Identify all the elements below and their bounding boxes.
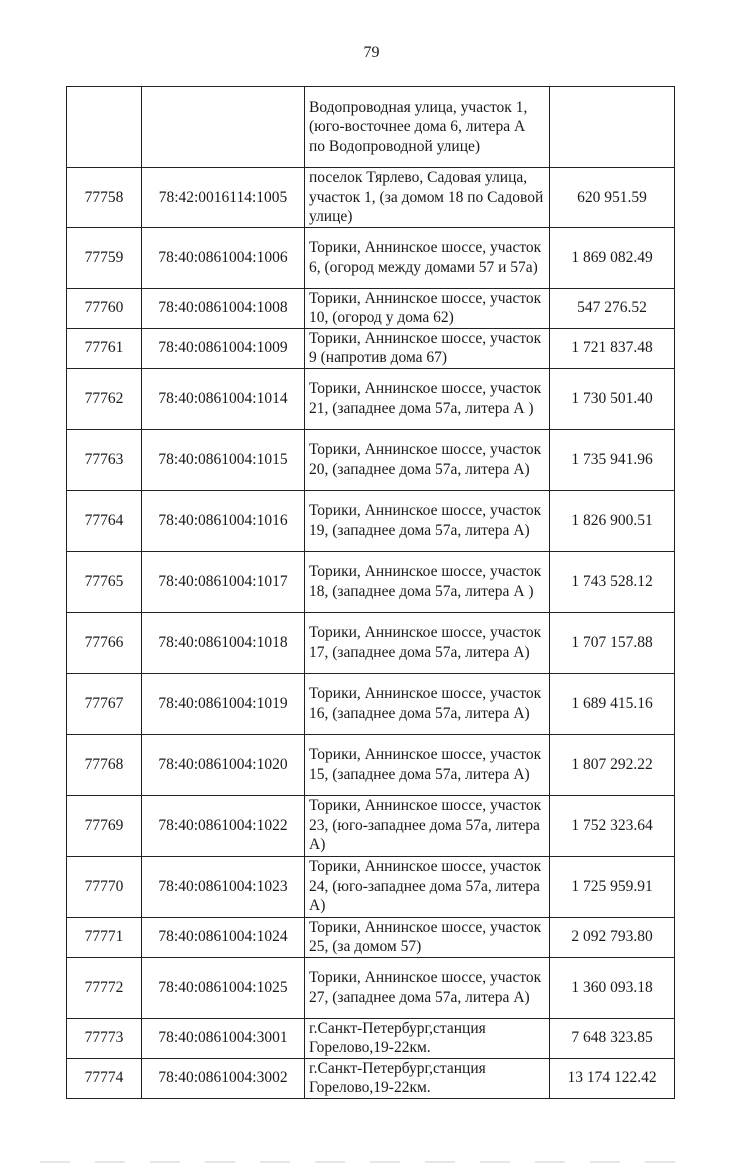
table-row — [67, 168, 675, 228]
table-row — [67, 87, 675, 168]
address: Торики, Аннинское шоссе, участок 10, (огород у дома 62) — [305, 288, 550, 328]
table-row — [67, 917, 675, 957]
cadastral-value: 13 174 122.42 — [550, 1058, 675, 1098]
address: Торики, Аннинское шоссе, участок 9 (напротив дома 67) — [305, 328, 550, 368]
row-number: 77768 — [67, 734, 142, 795]
cadastral-number: 78:40:0861004:1024 — [142, 917, 305, 957]
cadastral-value: 1 707 157.88 — [550, 612, 675, 673]
row-number: 77762 — [67, 368, 142, 429]
cadastral-value — [550, 87, 675, 168]
cadastral-value: 1 360 093.18 — [550, 957, 675, 1018]
cadastral-number: 78:40:0861004:1016 — [142, 490, 305, 551]
row-number: 77772 — [67, 957, 142, 1018]
cadastral-number: 78:40:0861004:1020 — [142, 734, 305, 795]
address: Торики, Аннинское шоссе, участок 18, (западнее дома 57а, литера А ) — [305, 551, 550, 612]
cadastral-value: 1 807 292.22 — [550, 734, 675, 795]
address: г.Санкт-Петербург,станция Горелово,19-22км. — [305, 1018, 550, 1058]
address: поселок Тярлево, Садовая улица, участок 1, (за домом 18 по Садовой улице) — [305, 168, 550, 228]
cadastral-value: 1 743 528.12 — [550, 551, 675, 612]
cadastral-value: 547 276.52 — [550, 288, 675, 328]
cadastral-value: 620 951.59 — [550, 168, 675, 228]
page-number: 79 — [363, 44, 380, 61]
table-row — [67, 429, 675, 490]
cadastral-number: 78:40:0861004:1025 — [142, 957, 305, 1018]
cadastral-value: 1 689 415.16 — [550, 673, 675, 734]
address: Торики, Аннинское шоссе, участок 25, (за домом 57) — [305, 917, 550, 957]
table-row — [67, 856, 675, 917]
cadastral-value: 1 721 837.48 — [550, 328, 675, 368]
address: Торики, Аннинское шоссе, участок 23, (юго-западнее дома 57а, литера А) — [305, 795, 550, 856]
address: Торики, Аннинское шоссе, участок 6, (огород между домами 57 и 57а) — [305, 227, 550, 288]
address: Торики, Аннинское шоссе, участок 27, (западнее дома 57а, литера А) — [305, 957, 550, 1018]
cadastral-number: 78:40:0861004:1017 — [142, 551, 305, 612]
cadastral-number: 78:40:0861004:1008 — [142, 288, 305, 328]
cadastral-value: 1 735 941.96 — [550, 429, 675, 490]
row-number: 77767 — [67, 673, 142, 734]
cadastral-number: 78:40:0861004:1009 — [142, 328, 305, 368]
table-row — [67, 227, 675, 288]
cadastral-number: 78:40:0861004:1015 — [142, 429, 305, 490]
address: г.Санкт-Петербург,станция Горелово,19-22км. — [305, 1058, 550, 1098]
cadastral-number — [142, 87, 305, 168]
cadastral-number: 78:40:0861004:1006 — [142, 227, 305, 288]
address: Торики, Аннинское шоссе, участок 21, (западнее дома 57а, литера А ) — [305, 368, 550, 429]
row-number: 77761 — [67, 328, 142, 368]
cadastral-value: 1 752 323.64 — [550, 795, 675, 856]
cadastral-value: 7 648 323.85 — [550, 1018, 675, 1058]
cadastral-number: 78:40:0861004:1014 — [142, 368, 305, 429]
cadastral-value: 2 092 793.80 — [550, 917, 675, 957]
table-row — [67, 368, 675, 429]
address: Торики, Аннинское шоссе, участок 19, (западнее дома 57а, литера А) — [305, 490, 550, 551]
row-number: 77771 — [67, 917, 142, 957]
address: Торики, Аннинское шоссе, участок 20, (западнее дома 57а, литера А) — [305, 429, 550, 490]
cadastral-number: 78:40:0861004:3002 — [142, 1058, 305, 1098]
row-number — [67, 87, 142, 168]
address: Торики, Аннинское шоссе, участок 15, (западнее дома 57а, литера А) — [305, 734, 550, 795]
table-row — [67, 673, 675, 734]
row-number: 77764 — [67, 490, 142, 551]
row-number: 77760 — [67, 288, 142, 328]
row-number: 77766 — [67, 612, 142, 673]
table-row — [67, 328, 675, 368]
row-number: 77770 — [67, 856, 142, 917]
row-number: 77759 — [67, 227, 142, 288]
address: Водопроводная улица, участок 1, (юго-восточнее дома 6, литера А по Водопроводной улице) — [305, 87, 550, 168]
cadastral-number: 78:40:0861004:1023 — [142, 856, 305, 917]
address: Торики, Аннинское шоссе, участок 16, (западнее дома 57а, литера А) — [305, 673, 550, 734]
table-row — [67, 1018, 675, 1058]
row-number: 77765 — [67, 551, 142, 612]
scan-artifact — [40, 1161, 700, 1163]
address: Торики, Аннинское шоссе, участок 17, (западнее дома 57а, литера А) — [305, 612, 550, 673]
cadastral-value: 1 869 082.49 — [550, 227, 675, 288]
address: Торики, Аннинское шоссе, участок 24, (юго-западнее дома 57а, литера А) — [305, 856, 550, 917]
cadastral-number: 78:40:0861004:1022 — [142, 795, 305, 856]
cadastral-value-table — [66, 86, 675, 1099]
row-number: 77763 — [67, 429, 142, 490]
table-row — [67, 551, 675, 612]
table-row — [67, 1058, 675, 1098]
cadastral-number: 78:40:0861004:1019 — [142, 673, 305, 734]
table-row — [67, 795, 675, 856]
cadastral-number: 78:40:0861004:3001 — [142, 1018, 305, 1058]
cadastral-value: 1 730 501.40 — [550, 368, 675, 429]
cadastral-value: 1 725 959.91 — [550, 856, 675, 917]
row-number: 77758 — [67, 168, 142, 228]
row-number: 77773 — [67, 1018, 142, 1058]
table-row — [67, 288, 675, 328]
row-number: 77769 — [67, 795, 142, 856]
table-row — [67, 957, 675, 1018]
cadastral-value: 1 826 900.51 — [550, 490, 675, 551]
table-row — [67, 734, 675, 795]
table-row — [67, 612, 675, 673]
row-number: 77774 — [67, 1058, 142, 1098]
cadastral-number: 78:42:0016114:1005 — [142, 168, 305, 228]
table-row — [67, 490, 675, 551]
cadastral-number: 78:40:0861004:1018 — [142, 612, 305, 673]
